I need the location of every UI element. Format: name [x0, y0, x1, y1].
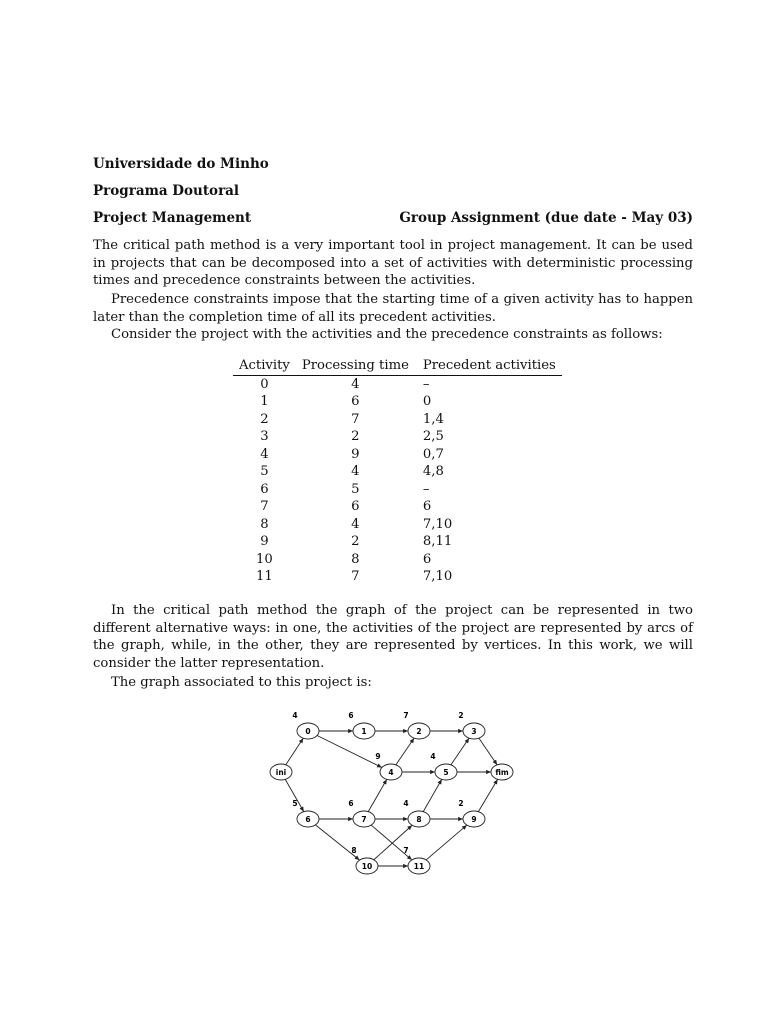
cell-precedent: – — [422, 481, 430, 497]
graph-node-weight: 7 — [403, 846, 409, 855]
cell-precedent: 7,10 — [422, 516, 453, 532]
graph-node-label: 1 — [361, 727, 367, 736]
cell-precedent: 8,11 — [422, 534, 453, 549]
graph-node-label: ini — [275, 768, 287, 777]
graph-node-label: 7 — [361, 815, 367, 824]
graph-node-label: 0 — [305, 727, 311, 736]
graph-node-1 — [348, 711, 375, 739]
graph-node-label: 2 — [416, 727, 422, 736]
graph-node-11 — [403, 846, 430, 874]
graph-edge-ini-0 — [286, 738, 303, 765]
course-title: Project Management — [93, 210, 252, 226]
graph-node-ini — [270, 764, 292, 780]
cell-processing-time: 9 — [351, 446, 360, 462]
graph-node-weight: 6 — [348, 799, 354, 808]
graph-node-weight: 9 — [375, 752, 381, 761]
graph-node-weight: 6 — [348, 711, 354, 720]
graph-node-weight: 4 — [292, 711, 298, 720]
graph-node-10 — [351, 846, 378, 874]
paragraph-consider: Consider the project with the activities and the precedence constraints as follows: — [111, 327, 663, 342]
cell-activity: 5 — [260, 464, 269, 479]
cell-activity: 7 — [260, 499, 269, 514]
graph-node-8 — [403, 799, 430, 827]
graph-node-label: 8 — [416, 815, 422, 824]
graph-node-label: 11 — [413, 862, 425, 871]
graph-node-weight: 4 — [430, 752, 436, 761]
graph-node-fim — [491, 764, 513, 780]
graph-node-6 — [292, 799, 319, 827]
graph-node-5 — [430, 752, 457, 780]
graph-edge-4-2 — [396, 738, 414, 765]
program-name: Programa Doutoral — [93, 183, 240, 199]
cell-activity: 8 — [260, 516, 269, 532]
cell-precedent: 2,5 — [422, 429, 444, 444]
graph-edge-11-9 — [426, 825, 467, 860]
cell-processing-time: 7 — [351, 411, 360, 427]
cell-activity: 11 — [256, 569, 273, 584]
column-header-activity: Activity — [233, 357, 296, 375]
graph-node-label: 6 — [305, 815, 311, 824]
paragraph-intro: The critical path method is a very important tool in project management. It can be used in projects that can be decomposed into a set of activities with deterministic processing times and precedence constraints between the activities. — [93, 238, 693, 289]
graph-edge-7-4 — [368, 779, 387, 811]
cell-processing-time: 4 — [351, 464, 360, 479]
graph-node-weight: 5 — [292, 799, 298, 808]
graph-node-2 — [403, 711, 430, 739]
cell-precedent: 1,4 — [422, 411, 444, 427]
cell-activity: 3 — [260, 429, 269, 444]
graph-node-label: 4 — [388, 768, 394, 777]
cell-precedent: 6 — [422, 551, 432, 567]
graph-node-weight: 2 — [458, 711, 464, 720]
graph-node-label: fim — [495, 768, 509, 777]
cell-activity: 0 — [260, 376, 269, 392]
paragraph-graph-intro: The graph associated to this project is: — [111, 675, 372, 690]
graph-node-weight: 2 — [458, 799, 464, 808]
graph-node-weight: 7 — [403, 711, 409, 720]
graph-node-9 — [458, 799, 485, 827]
cell-activity: 9 — [260, 534, 269, 549]
graph-node-label: 3 — [471, 727, 477, 736]
cell-activity: 10 — [256, 551, 273, 567]
graph-node-0 — [292, 711, 319, 739]
cell-precedent: 0 — [422, 394, 432, 409]
cell-precedent: 4,8 — [422, 464, 444, 479]
graph-node-label: 9 — [471, 815, 477, 824]
cell-processing-time: 5 — [351, 481, 360, 497]
graph-edge-0-4 — [317, 735, 382, 767]
cell-precedent: 6 — [422, 499, 432, 514]
cell-processing-time: 4 — [351, 516, 360, 532]
cell-activity: 4 — [260, 446, 269, 462]
cell-precedent: – — [422, 376, 430, 392]
cell-precedent: 0,7 — [422, 446, 444, 462]
graph-edge-3-fim — [479, 738, 497, 765]
cell-processing-time: 4 — [351, 376, 360, 392]
cell-processing-time: 6 — [351, 499, 360, 514]
cell-processing-time: 2 — [351, 429, 360, 444]
cell-activity: 1 — [260, 394, 269, 409]
graph-node-7 — [348, 799, 375, 827]
graph-node-3 — [458, 711, 485, 739]
column-header-precedent-activities: Precedent activities — [415, 357, 562, 375]
graph-node-weight: 8 — [351, 846, 357, 855]
university-name: Universidade do Minho — [93, 156, 269, 172]
column-header-processing-time: Processing time — [296, 357, 415, 375]
cell-activity: 6 — [260, 481, 269, 497]
graph-edge-8-5 — [423, 779, 442, 811]
graph-node-weight: 4 — [403, 799, 409, 808]
cell-processing-time: 8 — [351, 551, 360, 567]
paragraph-precedence: Precedence constraints impose that the starting time of a given activity has to happen later than the completion time of all its precedent activities. — [93, 292, 693, 325]
graph-edge-9-fim — [478, 779, 497, 811]
cell-processing-time: 2 — [351, 534, 360, 549]
cell-activity: 2 — [260, 411, 269, 427]
graph-edge-5-3 — [451, 738, 469, 765]
paragraph-representation: In the critical path method the graph of the project can be represented in two different alternative ways: in one, the activities of the project are represented by arcs of the graph, while, in the other, they are represented by vertices. In this work, we will consider the latter representation. — [93, 603, 693, 671]
assignment-title: Group Assignment (due date - May 03) — [399, 210, 693, 226]
cell-precedent: 7,10 — [422, 569, 453, 584]
cell-processing-time: 7 — [351, 569, 360, 584]
graph-node-label: 10 — [361, 862, 373, 871]
cell-processing-time: 6 — [351, 394, 360, 409]
graph-node-label: 5 — [443, 768, 449, 777]
